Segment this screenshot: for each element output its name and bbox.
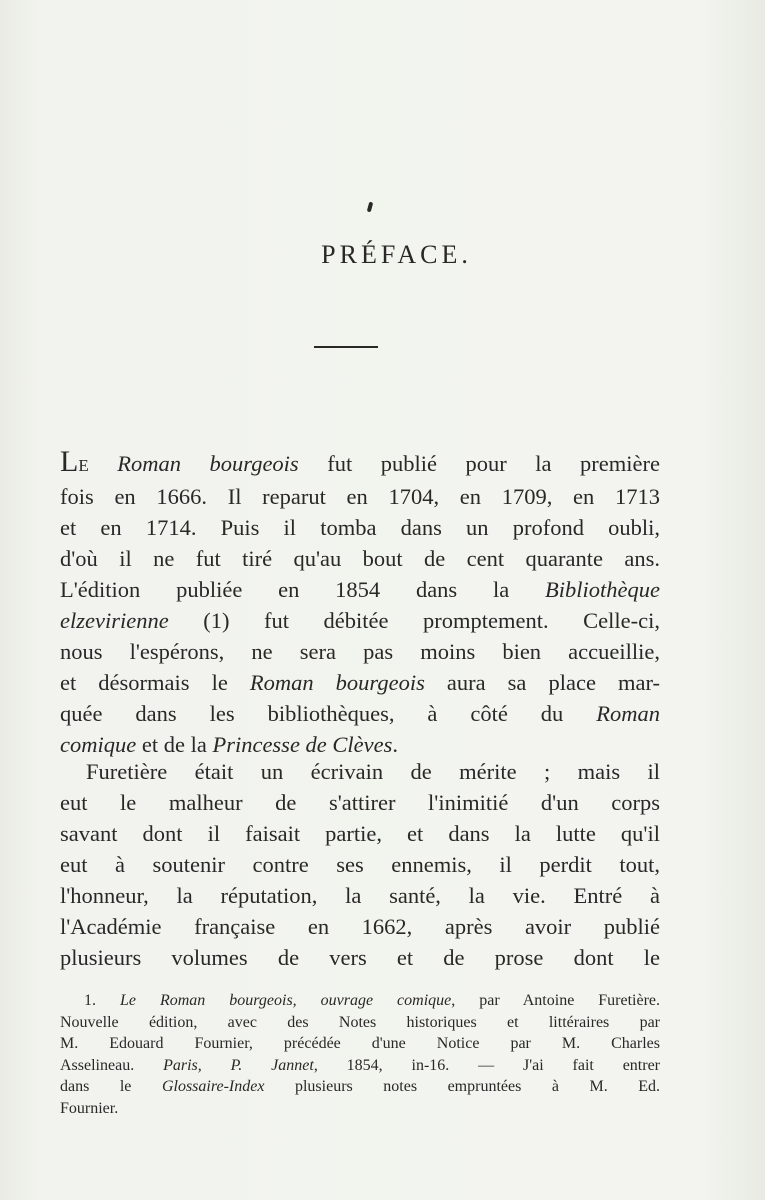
paragraph-1 xyxy=(60,446,660,760)
ornament-mark xyxy=(367,202,373,213)
p1-l6-text: (1) fut débitée promptement. Celle-ci, xyxy=(203,608,660,633)
footnote-number: 1. xyxy=(84,992,96,1009)
p1-line-9 xyxy=(60,698,660,729)
p1-l8-italic: Roman bourgeois xyxy=(249,670,425,695)
footnote-line-6: Fournier. xyxy=(60,1099,119,1117)
p1-l5-text: L'édition publiée en 1854 dans la xyxy=(60,577,510,602)
footnote-l4b: , 1854, in-16. — J'ai fait entrer xyxy=(313,1056,661,1074)
p1-l6-italic: elzevirienne xyxy=(60,608,169,633)
p1-line-1 xyxy=(60,446,660,481)
paragraph-2 xyxy=(60,756,660,973)
p1-l5-italic: Bibliothèque xyxy=(545,577,660,602)
footnote-l5-italic: Glossaire-Index xyxy=(161,1078,265,1095)
footnote-l4-italic: Paris, P. Jannet xyxy=(163,1056,314,1074)
p1-line-2: fois en 1666. Il reparut en 1704, en 1709, en 1713 xyxy=(60,484,660,509)
p1-l1-text: fut publié pour la première xyxy=(327,451,660,476)
footnote-l1-text: , par Antoine Furetière. xyxy=(451,992,661,1009)
p1-line-4: d'où il ne fut tiré qu'au bout de cent quarante ans. xyxy=(60,546,660,571)
p1-line-8 xyxy=(60,667,660,698)
footnote-l5b: plusieurs notes empruntées à M. Ed. xyxy=(294,1078,661,1095)
p1-line-6 xyxy=(60,605,660,636)
footnote-l4a: Asselineau. xyxy=(60,1056,135,1074)
dropcap: L xyxy=(60,445,79,478)
footnote-line-3: M. Edouard Fournier, précédée d'une Notice par M. Charles xyxy=(60,1035,660,1052)
title-rule xyxy=(314,346,378,348)
page-title: PRÉFACE. xyxy=(321,240,472,269)
p2-line-6: l'Académie française en 1662, après avoir publié xyxy=(60,914,660,939)
p1-l8a: et désormais le xyxy=(60,670,228,695)
p1-l10-italic-2: Princesse de Clèves xyxy=(212,732,393,757)
p1-line-7: nous l'espérons, ne sera pas moins bien accueillie, xyxy=(60,639,660,664)
footnote-line-2: Nouvelle édition, avec des Notes historiques et littéraires par xyxy=(60,1013,660,1031)
p1-line-3: et en 1714. Puis il tomba dans un profond oubli, xyxy=(60,515,660,540)
p2-line-7: plusieurs volumes de vers et de prose dont le xyxy=(60,945,660,970)
dropcap-rest: E xyxy=(78,456,89,475)
p2-line-3: savant dont il faisait partie, et dans la lutte qu'il xyxy=(60,821,660,846)
footnote-l5a: dans le xyxy=(60,1078,132,1095)
p2-line-5: l'honneur, la réputation, la santé, la vie. Entré à xyxy=(60,883,660,908)
p2-line-4: eut à soutenir contre ses ennemis, il perdit tout, xyxy=(60,852,660,877)
footnote-line-5 xyxy=(60,1076,660,1098)
title-italic: Roman bourgeois xyxy=(117,451,299,476)
footnote-line-1 xyxy=(60,990,660,1012)
p1-l10-italic: comique xyxy=(60,732,137,757)
p2-line-2: eut le malheur de s'attirer l'inimitié d'un corps xyxy=(60,790,660,815)
p1-line-5 xyxy=(60,574,660,605)
p1-l9-italic: Roman xyxy=(596,701,661,726)
p1-l8b: aura sa place mar- xyxy=(446,670,661,695)
p1-l10-text: et de la xyxy=(141,732,207,757)
p1-l10-end: . xyxy=(392,732,399,757)
footnote xyxy=(60,990,660,1119)
p1-l9-text: quée dans les bibliothèques, à côté du xyxy=(60,701,564,726)
footnote-line-4 xyxy=(60,1055,660,1077)
p2-line-1: Furetière était un écrivain de mérite ; mais il xyxy=(86,759,660,784)
footnote-l1-italic: Le Roman bourgeois, ouvrage comique xyxy=(119,992,452,1009)
